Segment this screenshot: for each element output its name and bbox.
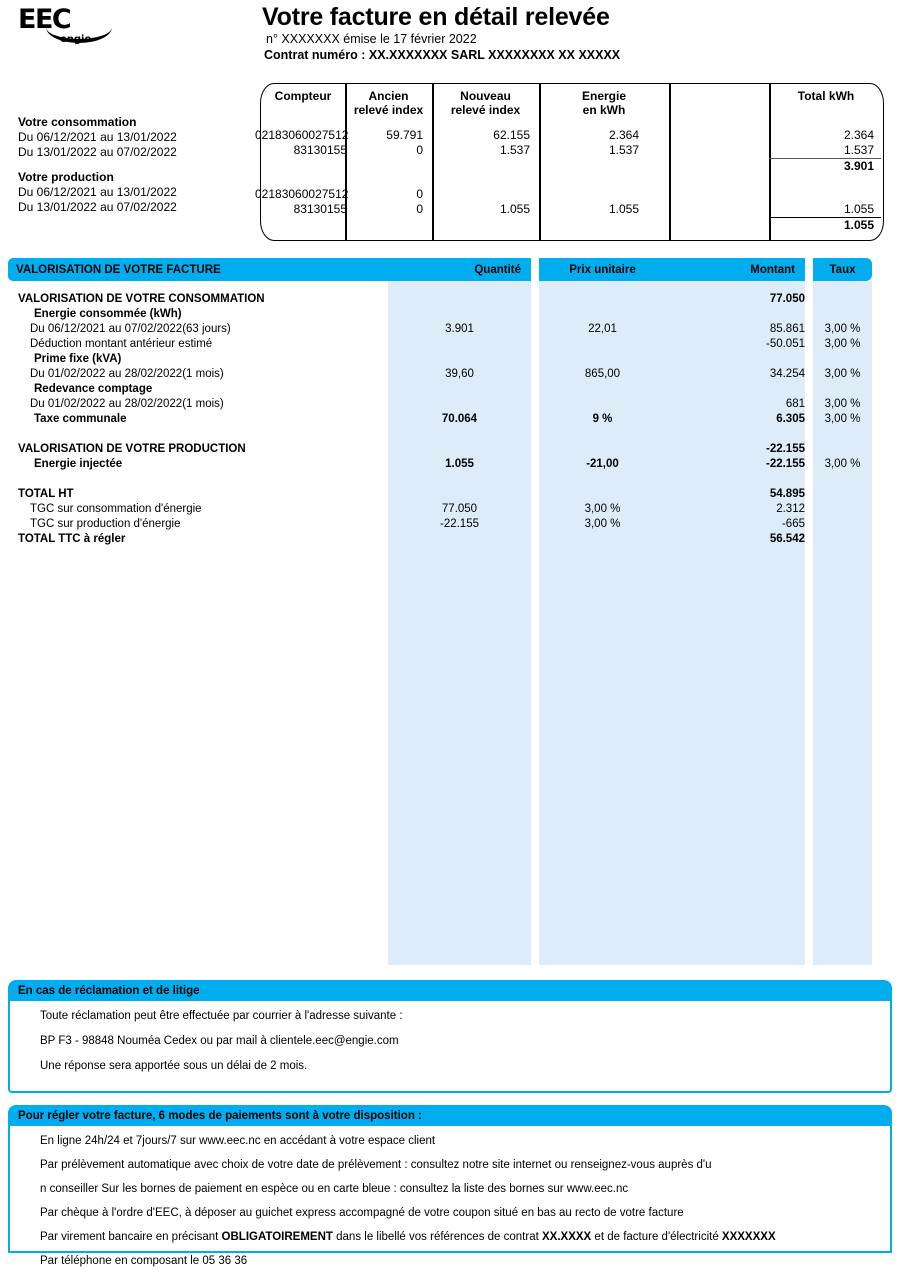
valorisation-row-label: Prime fixe (kVA) bbox=[34, 353, 122, 365]
valorisation-row-amount: 681 bbox=[785, 398, 805, 410]
claims-line: Une réponse sera apportée sous un délai de 2 mois. bbox=[40, 1060, 308, 1072]
logo-text-eec: EEC bbox=[18, 4, 71, 35]
meter-compteur-p1: 02183060027512 bbox=[255, 187, 349, 201]
meter-total-c2: 1.537 bbox=[843, 143, 874, 157]
valorisation-row-quantity: 70.064 bbox=[441, 413, 478, 425]
meter-compteur-c1: 02183060027512 bbox=[255, 128, 349, 142]
payment-panel-body bbox=[10, 1126, 890, 1284]
contract-label: Contrat numéro : bbox=[264, 48, 366, 62]
meter-ancien-c2: 0 bbox=[416, 143, 423, 157]
valorisation-row bbox=[8, 397, 892, 412]
valorisation-row-amount: 34.254 bbox=[769, 368, 805, 380]
meter-subtotal-production: 1.055 bbox=[843, 218, 874, 232]
claims-panel-title: En cas de réclamation et de litige bbox=[10, 982, 890, 1001]
valorisation-row bbox=[8, 367, 892, 382]
valorisation-col-rate: Taux bbox=[813, 258, 872, 281]
valorisation-row-rate: 3,00 % bbox=[824, 398, 861, 410]
valorisation-header-row bbox=[8, 258, 892, 281]
valorisation-row bbox=[8, 322, 892, 337]
payment-line-online: En ligne 24h/24 et 7jours/7 sur www.eec.nc en accédant à votre espace client bbox=[40, 1135, 436, 1147]
valorisation-row-unit-price: 9 % bbox=[592, 413, 613, 425]
valorisation-row-amount: 85.861 bbox=[769, 323, 805, 335]
valorisation-row-quantity: 39,60 bbox=[445, 368, 474, 380]
payment-line-phone: Par téléphone en composant le 05 36 36 bbox=[40, 1255, 248, 1267]
invoice-number-line: n° XXXXXXX émise le 17 février 2022 bbox=[266, 32, 477, 46]
bank-line-after: et de facture d'électricité bbox=[594, 1231, 719, 1243]
valorisation-row-label: TOTAL HT bbox=[18, 488, 74, 500]
valorisation-row-quantity: -22.155 bbox=[439, 518, 479, 530]
valorisation-row-rate: 3,00 % bbox=[824, 323, 861, 335]
claims-line: Toute réclamation peut être effectuée par courrier à l'adresse suivante : bbox=[40, 1010, 403, 1022]
valorisation-row-label: Energie injectée bbox=[34, 458, 123, 470]
meter-total-p2: 1.055 bbox=[843, 202, 874, 216]
meter-compteur-p2: 83130155 bbox=[293, 202, 347, 216]
valorisation-col-amount: Montant bbox=[666, 258, 805, 281]
valorisation-row-label: Du 06/12/2021 au 07/02/2022(63 jours) bbox=[30, 323, 231, 335]
valorisation-row-rate: 3,00 % bbox=[824, 458, 861, 470]
valorisation-row-label: TGC sur production d'énergie bbox=[30, 518, 181, 530]
valorisation-row-amount: -665 bbox=[781, 518, 805, 530]
valorisation-row-amount: 56.542 bbox=[769, 533, 805, 545]
valorisation-row-rate: 3,00 % bbox=[824, 338, 861, 350]
valorisation-row bbox=[8, 487, 892, 502]
payment-line-bank-transfer bbox=[10, 1230, 890, 1254]
valorisation-row bbox=[8, 352, 892, 367]
valorisation-row-amount: -22.155 bbox=[765, 443, 805, 455]
meter-total-c1: 2.364 bbox=[843, 128, 874, 142]
valorisation-row-rate: 3,00 % bbox=[824, 413, 861, 425]
valorisation-row bbox=[8, 292, 892, 307]
payment-line-direct-debit: Par prélèvement automatique avec choix de votre date de prélèvement : consultez notre site internet ou renseignez-vous auprès d'u bbox=[40, 1159, 712, 1171]
meter-col-header-total-kwh: Total kWh bbox=[797, 89, 855, 103]
valorisation-row-label: VALORISATION DE VOTRE PRODUCTION bbox=[18, 443, 246, 455]
page-title: Votre facture en détail relevée bbox=[262, 3, 610, 31]
valorisation-row-unit-price: -21,00 bbox=[586, 458, 619, 470]
valorisation-rows bbox=[8, 292, 892, 547]
meter-col-divider-4 bbox=[669, 83, 671, 241]
valorisation-row-quantity: 3.901 bbox=[445, 323, 474, 335]
meter-section-title-consumption: Votre consommation bbox=[18, 115, 137, 129]
meter-col-header-energie-kwh: Energie en kWh bbox=[581, 89, 626, 117]
valorisation-row bbox=[8, 442, 892, 457]
valorisation-row-unit-price: 865,00 bbox=[584, 368, 621, 380]
valorisation-row bbox=[8, 412, 892, 427]
valorisation-row-unit-price: 3,00 % bbox=[584, 518, 621, 530]
valorisation-row-unit-price: 3,00 % bbox=[584, 503, 621, 515]
valorisation-col-unit-price: Prix unitaire bbox=[539, 258, 666, 281]
meter-compteur-c2: 83130155 bbox=[293, 143, 347, 157]
valorisation-row-quantity: 1.055 bbox=[445, 458, 474, 470]
valorisation-row bbox=[8, 517, 892, 532]
meter-period-p1: Du 06/12/2021 au 13/01/2022 bbox=[18, 185, 177, 199]
meter-nouveau-p2: 1.055 bbox=[499, 202, 530, 216]
meter-col-header-nouveau-index: Nouveau relevé index bbox=[450, 89, 521, 117]
valorisation-row-label: Déduction montant antérieur estimé bbox=[30, 338, 213, 350]
meter-section-title-production: Votre production bbox=[18, 170, 114, 184]
valorisation-row-label: Energie consommée (kWh) bbox=[34, 308, 182, 320]
valorisation-row-amount: -50.051 bbox=[765, 338, 805, 350]
valorisation-row bbox=[8, 457, 892, 472]
meter-nouveau-c2: 1.537 bbox=[499, 143, 530, 157]
meter-energie-c2: 1.537 bbox=[608, 143, 639, 157]
meter-ancien-p1: 0 bbox=[416, 187, 423, 201]
meter-subtotal-consumption: 3.901 bbox=[843, 159, 874, 173]
bank-line-invoice-ref: XXXXXXX bbox=[721, 1231, 776, 1243]
valorisation-spacer-row bbox=[8, 472, 892, 487]
meter-energie-c1: 2.364 bbox=[608, 128, 639, 142]
valorisation-row-amount: 77.050 bbox=[769, 293, 805, 305]
meter-period-c1: Du 06/12/2021 au 13/01/2022 bbox=[18, 130, 177, 144]
valorisation-row-label: TGC sur consommation d'énergie bbox=[30, 503, 202, 515]
bank-line-before: Par virement bancaire en précisant bbox=[40, 1231, 219, 1243]
bank-line-contract-ref: XX.XXXX bbox=[542, 1231, 592, 1243]
valorisation-row bbox=[8, 337, 892, 352]
valorisation-row-amount: 54.895 bbox=[769, 488, 805, 500]
valorisation-row-label: Taxe communale bbox=[34, 413, 127, 425]
valorisation-col-quantity: Quantité bbox=[388, 258, 531, 281]
payment-line-cheque: Par chèque à l'ordre d'EEC, à déposer au guichet express accompagné de votre coupon situé en bas au recto de votre facture bbox=[40, 1207, 684, 1219]
meter-col-header-ancien-index: Ancien relevé index bbox=[353, 89, 424, 117]
valorisation-table bbox=[8, 258, 892, 281]
valorisation-row-quantity: 77.050 bbox=[441, 503, 478, 515]
valorisation-row-rate: 3,00 % bbox=[824, 368, 861, 380]
invoice-header bbox=[262, 2, 762, 63]
meter-energie-p2: 1.055 bbox=[608, 202, 639, 216]
valorisation-row-label: VALORISATION DE VOTRE CONSOMMATION bbox=[18, 293, 265, 305]
valorisation-row-amount: -22.155 bbox=[765, 458, 805, 470]
logo-text-engie: engie bbox=[60, 34, 92, 45]
meter-ancien-c1: 59.791 bbox=[386, 128, 423, 142]
payment-methods-panel bbox=[8, 1105, 892, 1267]
valorisation-row bbox=[8, 382, 892, 397]
meter-ancien-p2: 0 bbox=[416, 202, 423, 216]
meter-period-c2: Du 13/01/2022 au 07/02/2022 bbox=[18, 145, 177, 159]
valorisation-row bbox=[8, 307, 892, 322]
payment-panel-title: Pour régler votre facture, 6 modes de paiements sont à votre disposition : bbox=[10, 1107, 890, 1126]
eec-engie-logo bbox=[18, 6, 118, 50]
claims-panel-body bbox=[10, 1001, 890, 1080]
contract-line bbox=[262, 47, 762, 63]
meter-nouveau-c1: 62.155 bbox=[493, 128, 530, 142]
valorisation-row-label: Redevance comptage bbox=[34, 383, 153, 395]
payment-line-terminals: n conseiller Sur les bornes de paiement en espèce ou en carte bleue : consultez la liste des bornes sur www.eec.nc bbox=[40, 1183, 629, 1195]
claims-line: BP F3 - 98848 Nouméa Cedex ou par mail à clientele.eec@engie.com bbox=[40, 1035, 399, 1047]
meter-period-labels bbox=[18, 115, 258, 215]
bank-line-middle: dans le libellé vos références de contrat bbox=[336, 1231, 539, 1243]
claims-panel bbox=[8, 980, 892, 1093]
meter-period-p2: Du 13/01/2022 au 07/02/2022 bbox=[18, 200, 177, 214]
valorisation-row-label: Du 01/02/2022 au 28/02/2022(1 mois) bbox=[30, 398, 224, 410]
valorisation-row bbox=[8, 502, 892, 517]
valorisation-row-amount: 6.305 bbox=[776, 413, 805, 425]
valorisation-title: VALORISATION DE VOTRE FACTURE bbox=[8, 258, 388, 281]
valorisation-spacer-row bbox=[8, 427, 892, 442]
meter-col-header-compteur: Compteur bbox=[274, 89, 332, 103]
contract-value: XX.XXXXXXX SARL XXXXXXXX XX XXXXX bbox=[368, 48, 621, 62]
valorisation-row-amount: 2.312 bbox=[776, 503, 805, 515]
valorisation-row-label: Du 01/02/2022 au 28/02/2022(1 mois) bbox=[30, 368, 224, 380]
valorisation-row bbox=[8, 532, 892, 547]
meter-readings-table bbox=[255, 83, 884, 241]
valorisation-row-label: TOTAL TTC à régler bbox=[18, 533, 126, 545]
bank-line-emphasis: OBLIGATOIREMENT bbox=[221, 1231, 333, 1243]
valorisation-row-unit-price: 22,01 bbox=[588, 323, 617, 335]
